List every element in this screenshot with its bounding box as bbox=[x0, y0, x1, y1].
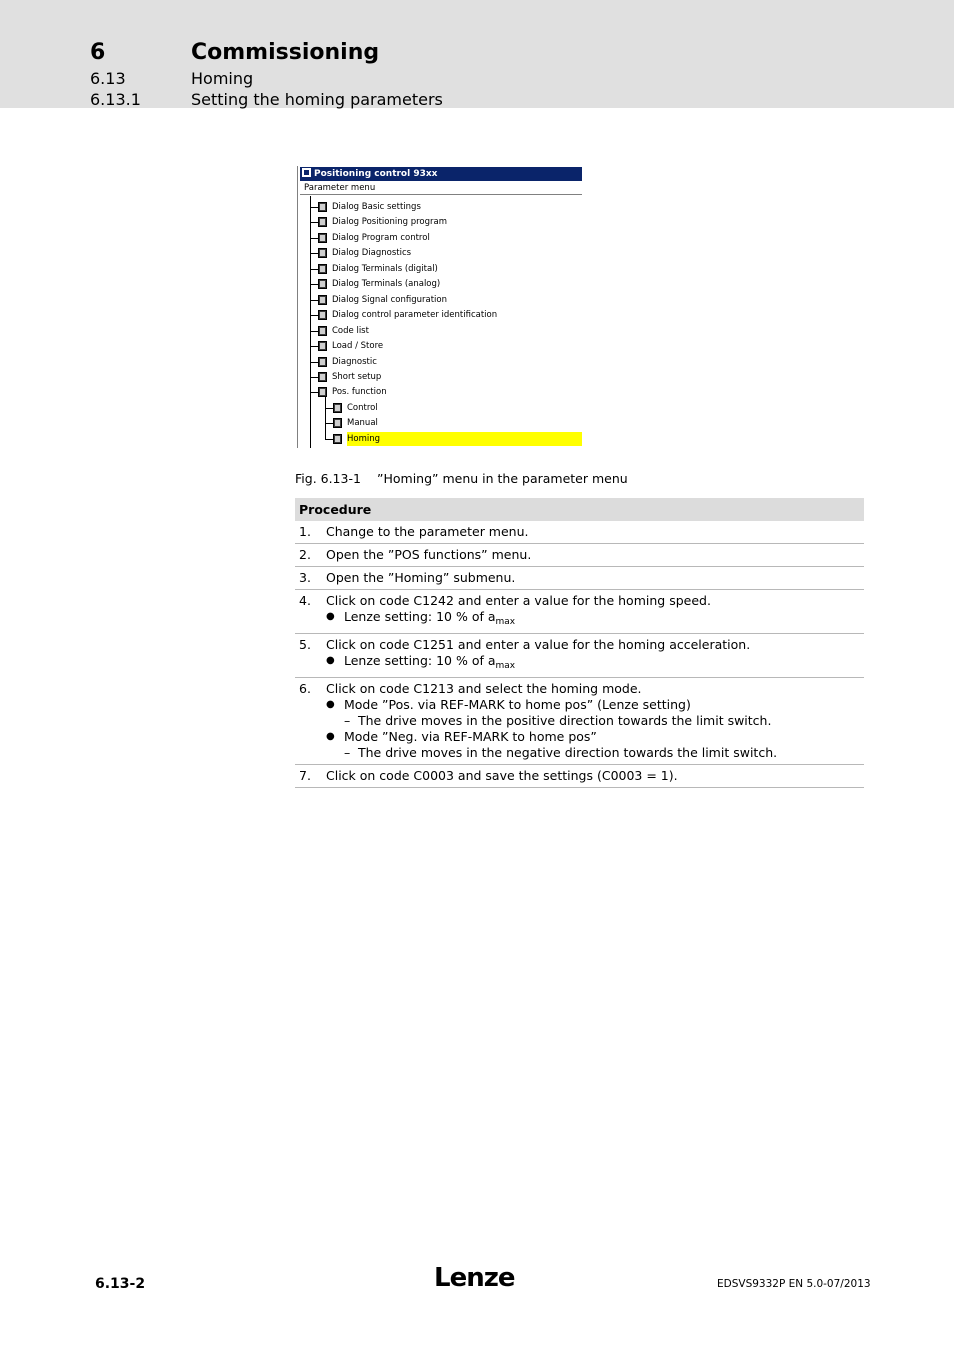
folder-icon bbox=[318, 372, 327, 382]
tree-line bbox=[310, 207, 318, 208]
window-title: Positioning control 93xx bbox=[314, 169, 438, 179]
table-row: 3. Open the ”Homing” submenu. bbox=[295, 567, 864, 590]
bullet-icon: ● bbox=[326, 655, 335, 666]
tree-line bbox=[325, 423, 333, 424]
tree-line bbox=[310, 362, 318, 363]
bullet-item: ● Lenze setting: 10 % of $a_{max}$ bbox=[326, 653, 516, 671]
tree-line bbox=[325, 408, 333, 409]
app-icon bbox=[302, 168, 311, 177]
folder-icon bbox=[318, 264, 327, 274]
table-row: 5. Click on code C1251 and enter a value for the homing acceleration. ● Lenze setting: 10 % of $a_{max}$ bbox=[295, 634, 864, 678]
tree-line bbox=[310, 222, 318, 223]
folder-icon bbox=[318, 248, 327, 258]
bullet-item: ● Mode ”Pos. via REF-MARK to home pos” (Lenze setting) bbox=[326, 697, 691, 712]
table-row: 4. Click on code C1242 and enter a value for the homing speed. ● Lenze setting: 10 % of $a_{max}$ bbox=[295, 590, 864, 634]
folder-icon bbox=[318, 357, 327, 367]
figure-caption bbox=[295, 471, 628, 486]
folder-icon bbox=[318, 233, 327, 243]
tree-line bbox=[310, 331, 318, 332]
folder-icon bbox=[318, 279, 327, 289]
subsection-number: 6.13.1 bbox=[90, 90, 141, 109]
tree-line bbox=[310, 315, 318, 316]
table-row: 2. Open the ”POS functions” menu. bbox=[295, 544, 864, 567]
folder-icon bbox=[333, 403, 342, 413]
tree-line bbox=[325, 439, 333, 440]
bullet-item: ● Lenze setting: 10 % of $a_{max}$ bbox=[326, 609, 516, 627]
bullet-icon: ● bbox=[326, 611, 335, 622]
folder-icon bbox=[333, 434, 342, 444]
tree-line bbox=[310, 300, 318, 301]
tree-line bbox=[310, 253, 318, 254]
subsection-title: Setting the homing parameters bbox=[191, 90, 443, 109]
chapter-number: 6 bbox=[90, 40, 106, 65]
bullet-item: ● Mode ”Neg. via REF-MARK to home pos” bbox=[326, 729, 597, 744]
folder-icon bbox=[318, 387, 327, 397]
tree-line bbox=[310, 196, 311, 448]
folder-icon bbox=[318, 341, 327, 351]
tree-line bbox=[310, 284, 318, 285]
document-id: EDSVS9332P EN 5.0-07/2013 bbox=[717, 1278, 871, 1290]
tree-line bbox=[310, 238, 318, 239]
folder-icon bbox=[333, 418, 342, 428]
dash-item: – The drive moves in the negative direction towards the limit switch. bbox=[344, 745, 778, 760]
figure-label: Fig. 6.13-1 bbox=[295, 471, 361, 486]
folder-icon bbox=[318, 202, 327, 212]
bullet-icon: ● bbox=[326, 699, 335, 710]
table-heading: Procedure bbox=[295, 498, 864, 521]
tree-line bbox=[310, 377, 318, 378]
table-row: 1. Change to the parameter menu. bbox=[295, 521, 864, 544]
section-number: 6.13 bbox=[90, 69, 126, 88]
section-title: Homing bbox=[191, 69, 254, 88]
tree-subitem-selected[interactable]: Homing bbox=[325, 432, 582, 446]
page-number: 6.13-2 bbox=[95, 1276, 146, 1292]
dash-item: – The drive moves in the positive direction towards the limit switch. bbox=[344, 713, 772, 728]
folder-icon bbox=[318, 326, 327, 336]
parameter-menu-screenshot: Positioning control 93xx Parameter menu Dialog Basic settings Dialog Positioning program Dialog Program control Dialog Diagnostics Dialog Terminals (digital) Dialog Terminals (analog) Dialog Signal configuration Dialog control parameter identification Code list Load / Store Diagnostic Short setup Pos. function Control Manual Homing bbox=[297, 166, 582, 448]
folder-icon bbox=[318, 217, 327, 227]
bullet-icon: ● bbox=[326, 731, 335, 742]
tree-line bbox=[310, 346, 318, 347]
folder-icon bbox=[318, 310, 327, 320]
tree-line bbox=[310, 269, 318, 270]
page-header bbox=[0, 0, 954, 108]
chapter-title: Commissioning bbox=[191, 40, 380, 65]
figure-text: ”Homing” menu in the parameter menu bbox=[377, 471, 628, 486]
lenze-logo: Lenze bbox=[434, 1263, 515, 1293]
folder-icon bbox=[318, 295, 327, 305]
window-title-bar bbox=[300, 167, 582, 181]
table-row: 7. Click on code C0003 and save the settings (C0003 = 1). bbox=[295, 765, 864, 788]
table-row: 6. Click on code C1213 and select the homing mode. ● Mode ”Pos. via REF-MARK to home pos” (Lenze setting) – The drive moves in the positive direction towards the limit switch. ● Mode ”Neg. via REF-MARK to home pos” – The drive moves in the negative direction towards the limit switch. bbox=[295, 678, 864, 765]
tree-root-label: Parameter menu bbox=[300, 182, 582, 195]
procedure-table bbox=[295, 498, 864, 788]
tree-line bbox=[310, 392, 318, 393]
